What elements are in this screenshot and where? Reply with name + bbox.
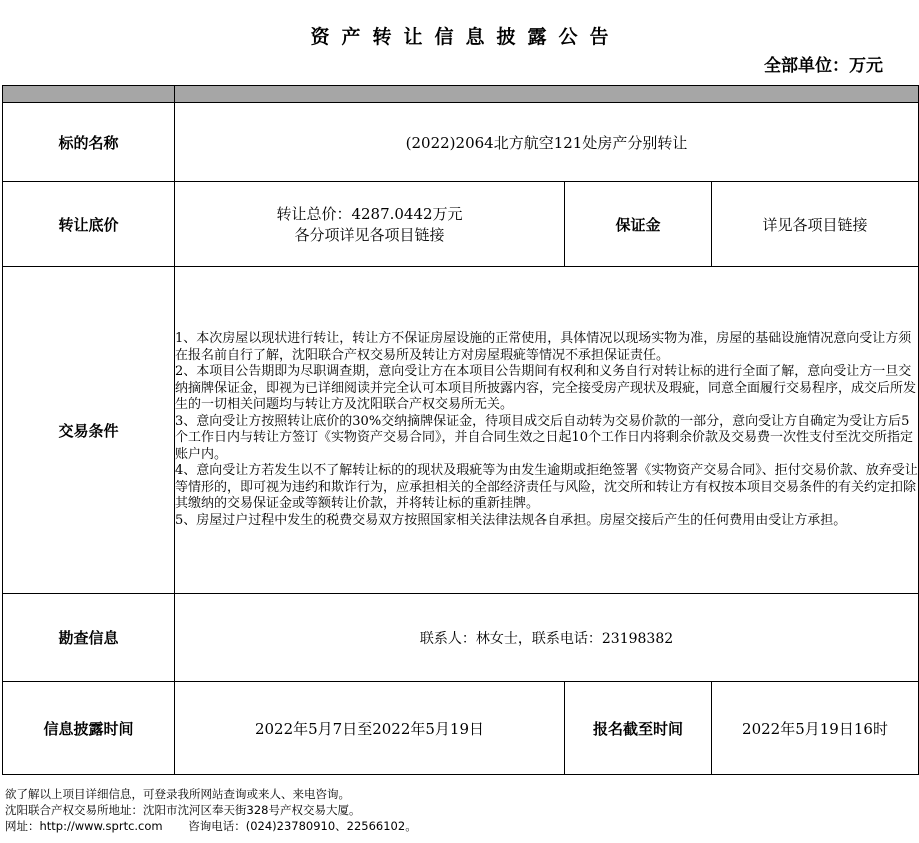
table-row bbox=[3, 267, 919, 594]
deadline-value: 2022年5月19日16时 bbox=[712, 682, 919, 775]
table-row bbox=[3, 103, 919, 182]
inspection-value: 联系人：林女士，联系电话：23198382 bbox=[175, 594, 919, 682]
price-note: 各分项详见各项目链接 bbox=[294, 226, 445, 244]
notice-table bbox=[2, 85, 919, 775]
deposit-label: 保证金 bbox=[565, 182, 712, 267]
table-row bbox=[3, 594, 919, 682]
footer-info bbox=[5, 786, 417, 834]
inspection-label: 勘查信息 bbox=[3, 594, 175, 682]
condition-item: 4、意向受让方若发生以不了解转让标的的现状及瑕疵等为由发生逾期或拒绝签署《实物资产交易合同》、拒付交易价款、放弃受让等情形的，即可视为违约和欺诈行为，应承担相关的全部经济责任与风险，沈交所和转让方有权按本项目交易条件的有关约定扣除其缴纳的交易保证金或等额转让价款，并将转让标的重新挂牌。 bbox=[175, 463, 918, 511]
table-row bbox=[3, 682, 919, 775]
condition-item: 2、本项目公告期即为尽职调查期，意向受让方在本项目公告期间有权利和义务自行对转让标的进行全面了解，意向受让方一旦交纳摘牌保证金，即视为已详细阅读并完全认可本项目所披露内容，完全接受房产现状及瑕疵，同意全面履行交易程序，成交后所发生的一切相关问题均与转让方及沈阳联合产权交易所无关。 bbox=[175, 364, 917, 412]
conditions-label: 交易条件 bbox=[3, 267, 175, 594]
deadline-label: 报名截至时间 bbox=[565, 682, 712, 775]
disclosure-value: 2022年5月7日至2022年5月19日 bbox=[175, 682, 565, 775]
price-label: 转让底价 bbox=[3, 182, 175, 267]
footer-contact: 网址：http://www.sprtc.com 咨询电话：(024)23780910、22566102。 bbox=[5, 819, 417, 833]
conditions-value bbox=[175, 267, 919, 594]
subject-label: 标的名称 bbox=[3, 103, 175, 182]
footer-line: 欲了解以上项目详细信息，可登录我所网站查询或来人、来电咨询。 bbox=[5, 787, 350, 801]
deposit-value: 详见各项目链接 bbox=[712, 182, 919, 267]
footer-address: 沈阳联合产权交易所地址：沈阳市沈河区奉天街328号产权交易大厦。 bbox=[5, 803, 361, 817]
price-value bbox=[175, 182, 565, 267]
table-row bbox=[3, 182, 919, 267]
unit-note: 全部单位：万元 bbox=[764, 56, 883, 76]
condition-item: 3、意向受让方按照转让底价的30%交纳摘牌保证金，待项目成交后自动转为交易价款的一部分，意向受让方自确定为受让方后5个工作日内与转让方签订《实物资产交易合同》，并自合同生效之日起10个工作日内将剩余价款及交易费一次性支付至沈交所指定账户内。 bbox=[175, 413, 914, 462]
price-total: 转让总价：4287.0442万元 bbox=[276, 205, 463, 223]
page-title: 资产转让信息披露公告 bbox=[310, 26, 621, 48]
table-header-bar bbox=[3, 86, 919, 103]
condition-item: 5、房屋过户过程中发生的税费交易双方按照国家相关法律法规各自承担。房屋交接后产生的任何费用由受让方承担。 bbox=[175, 512, 847, 528]
disclosure-label: 信息披露时间 bbox=[3, 682, 175, 775]
subject-value: (2022)2064北方航空121处房产分别转让 bbox=[175, 103, 919, 182]
condition-item: 1、本次房屋以现状进行转让，转让方不保证房屋设施的正常使用，具体情况以现场实物为准，房屋的基础设施情况意向受让方须在报名前自行了解，沈阳联合产权交易所及转让方对房屋瑕疵等情况不承担保证责任。 bbox=[175, 331, 912, 363]
header-bar-cell bbox=[175, 86, 919, 103]
header-bar-cell bbox=[3, 86, 175, 103]
